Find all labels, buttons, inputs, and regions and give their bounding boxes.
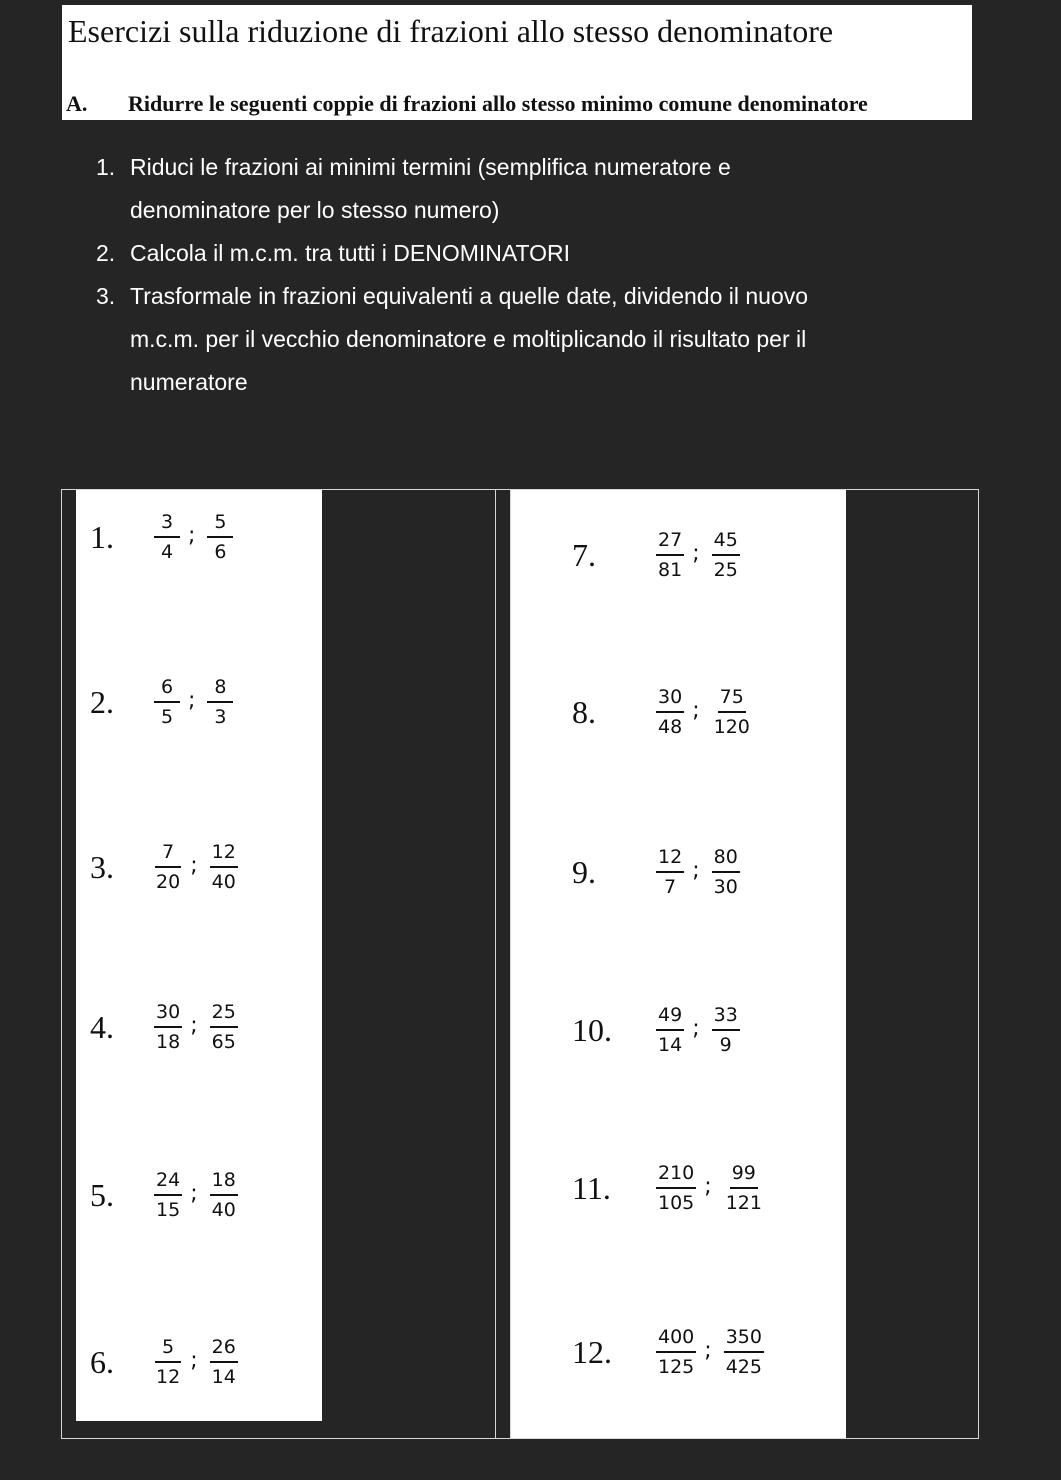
exercise-number: 5. <box>90 1176 114 1213</box>
instruction-step <box>96 232 956 275</box>
step-number: 1. <box>96 154 116 180</box>
numerator: 30 <box>656 686 684 713</box>
denominator: 15 <box>156 1199 181 1221</box>
fraction-separator: ; <box>692 857 700 883</box>
section-letter: A. <box>66 91 88 116</box>
fraction-second <box>724 1162 764 1214</box>
numerator: 8 <box>207 676 233 703</box>
denominator: 425 <box>725 1356 762 1378</box>
numerator: 6 <box>154 676 180 703</box>
denominator: 7 <box>664 876 677 898</box>
instruction-step <box>96 146 956 232</box>
exercise-number: 1. <box>90 518 114 555</box>
denominator: 125 <box>658 1356 695 1378</box>
instructions-list <box>96 146 956 404</box>
numerator: 12 <box>210 841 238 868</box>
step-number: 3. <box>96 283 116 309</box>
denominator: 9 <box>719 1034 732 1056</box>
numerator: 5 <box>155 1336 181 1363</box>
denominator: 6 <box>214 541 227 563</box>
denominator: 5 <box>160 706 174 728</box>
fraction-separator: ; <box>692 1015 700 1041</box>
denominator: 105 <box>658 1192 695 1214</box>
instruction-step <box>96 275 956 404</box>
exercise-number: 4. <box>90 1008 114 1045</box>
exercise-column-left <box>76 490 322 1421</box>
fraction-first <box>656 1004 684 1056</box>
fraction-separator: ; <box>190 1180 198 1206</box>
fraction-first <box>656 1326 696 1378</box>
fraction-first <box>154 676 180 728</box>
step-text: Trasformale in frazioni equivalenti a quelle date, dividendo il nuovo <box>130 283 809 309</box>
exercise-item <box>572 1000 740 1060</box>
denominator: 12 <box>156 1366 181 1388</box>
step-text: numeratore <box>130 369 248 395</box>
fraction-separator: ; <box>704 1337 712 1363</box>
fraction-second <box>724 1326 764 1378</box>
fraction-separator: ; <box>704 1173 712 1199</box>
numerator: 99 <box>730 1162 758 1189</box>
denominator: 121 <box>725 1192 762 1214</box>
numerator: 27 <box>656 529 684 556</box>
denominator: 3 <box>214 706 227 728</box>
step-text: Riduci le frazioni ai minimi termini (semplifica numeratore e <box>130 154 731 180</box>
numerator: 80 <box>712 846 740 873</box>
title-box <box>62 5 972 120</box>
denominator: 48 <box>658 716 683 738</box>
exercise-item <box>90 507 233 567</box>
fraction-second <box>712 529 740 581</box>
fraction-second <box>712 686 752 738</box>
exercise-item <box>90 837 238 897</box>
fraction-second <box>210 1001 238 1053</box>
numerator: 350 <box>724 1326 764 1353</box>
denominator: 65 <box>211 1031 236 1053</box>
fraction-second <box>210 1336 238 1388</box>
denominator: 30 <box>713 876 738 898</box>
step-number: 2. <box>96 240 116 266</box>
fraction-separator: ; <box>190 852 198 878</box>
denominator: 18 <box>156 1031 181 1053</box>
numerator: 3 <box>154 511 180 538</box>
fraction-second <box>712 1004 740 1056</box>
exercise-number: 9. <box>572 853 596 890</box>
section-heading-text: Ridurre le seguenti coppie di frazioni allo stesso minimo comune denominatore <box>128 91 868 116</box>
step-text: m.c.m. per il vecchio denominatore e moltiplicando il risultato per il <box>130 326 807 352</box>
exercise-item <box>572 1158 764 1218</box>
exercise-number: 8. <box>572 693 596 730</box>
fraction-separator: ; <box>692 697 700 723</box>
numerator: 12 <box>656 846 684 873</box>
exercise-number: 7. <box>572 536 596 573</box>
fraction-first <box>656 846 684 898</box>
fraction-second <box>712 846 740 898</box>
denominator: 25 <box>713 559 738 581</box>
exercise-item <box>90 1332 238 1392</box>
fraction-first <box>154 841 182 893</box>
numerator: 5 <box>207 511 233 538</box>
exercise-number: 12. <box>572 1333 612 1370</box>
denominator: 40 <box>211 1199 236 1221</box>
exercise-number: 2. <box>90 683 114 720</box>
exercise-number: 11. <box>572 1169 611 1206</box>
numerator: 33 <box>712 1004 740 1031</box>
fraction-separator: ; <box>188 522 196 548</box>
exercise-item <box>572 842 740 902</box>
exercise-item <box>572 1322 764 1382</box>
fraction-first <box>656 1162 696 1214</box>
numerator: 25 <box>210 1001 238 1028</box>
numerator: 45 <box>712 529 740 556</box>
fraction-first <box>154 1001 182 1053</box>
fraction-first <box>656 686 684 738</box>
numerator: 210 <box>656 1162 696 1189</box>
numerator: 75 <box>718 686 746 713</box>
fraction-first <box>656 529 684 581</box>
numerator: 26 <box>210 1336 238 1363</box>
page-title: Esercizi sulla riduzione di frazioni allo stesso denominatore <box>68 13 834 49</box>
exercise-item <box>90 997 238 1057</box>
denominator: 40 <box>211 871 236 893</box>
exercise-number: 10. <box>572 1011 612 1048</box>
exercise-item <box>90 1165 238 1225</box>
denominator: 4 <box>160 541 174 563</box>
exercise-item <box>572 682 752 742</box>
numerator: 30 <box>154 1001 182 1028</box>
exercise-column-right <box>511 490 846 1438</box>
step-text: Calcola il m.c.m. tra tutti i DENOMINATORI <box>130 240 571 266</box>
fraction-separator: ; <box>188 687 196 713</box>
fraction-second <box>210 1169 238 1221</box>
section-heading <box>66 91 868 117</box>
denominator: 81 <box>658 559 683 581</box>
numerator: 49 <box>656 1004 684 1031</box>
fraction-second <box>210 841 238 893</box>
fraction-separator: ; <box>190 1012 198 1038</box>
denominator: 120 <box>713 716 750 738</box>
exercise-item <box>572 525 740 585</box>
column-divider <box>495 489 511 1439</box>
exercise-number: 6. <box>90 1343 114 1380</box>
fraction-separator: ; <box>190 1347 198 1373</box>
denominator: 14 <box>658 1034 683 1056</box>
fraction-separator: ; <box>692 540 700 566</box>
exercise-number: 3. <box>90 848 114 885</box>
exercise-item <box>90 672 233 732</box>
numerator: 7 <box>155 841 181 868</box>
fraction-first <box>154 1336 182 1388</box>
step-text: denominatore per lo stesso numero) <box>130 197 500 223</box>
denominator: 14 <box>211 1366 236 1388</box>
fraction-second <box>207 511 233 563</box>
numerator: 18 <box>210 1169 238 1196</box>
fraction-first <box>154 511 180 563</box>
fraction-first <box>154 1169 182 1221</box>
denominator: 20 <box>156 871 181 893</box>
numerator: 400 <box>656 1326 696 1353</box>
fraction-second <box>207 676 233 728</box>
numerator: 24 <box>154 1169 182 1196</box>
